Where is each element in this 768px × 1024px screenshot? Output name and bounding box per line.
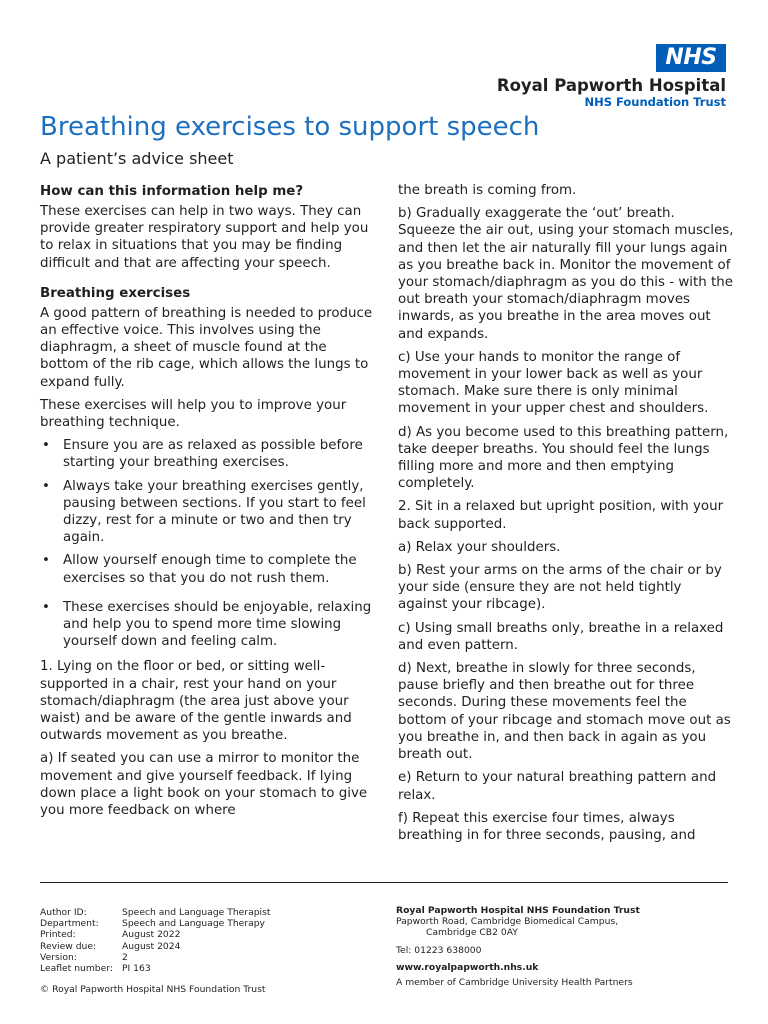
heading-info-help: How can this information help me? xyxy=(40,184,304,199)
paragraph: e) Return to your natural breathing pattern and relax. xyxy=(398,770,717,803)
address-line: Papworth Road, Cambridge Biomedical Campus, xyxy=(396,916,619,928)
meta-value: 2 xyxy=(122,951,128,963)
meta-row xyxy=(40,941,271,952)
leaflet-metadata xyxy=(40,907,271,974)
right-column xyxy=(398,182,734,850)
paragraph: b) Rest your arms on the arms of the chair or by your side (ensure they are not held tightly against your ribcage). xyxy=(398,563,722,613)
org-name: Royal Papworth Hospital xyxy=(496,76,726,95)
bullet-list xyxy=(40,437,376,650)
meta-key: Leaflet number: xyxy=(40,963,113,975)
paragraph: b) Gradually exaggerate the ‘out’ breath. Squeeze the air out, using your stomach muscles, and then let the air naturally fill your lungs again as you breathe back in. Monitor the movement of your stomach/diaphragm as you do this - with the out breath your stomach/diaphragm moves inwards, as you breathe in the area moves out and expands. xyxy=(398,206,734,342)
meta-value: Speech and Language Therapy xyxy=(122,918,265,930)
paragraph: d) Next, breathe in slowly for three seconds, pause briefly and then breathe out for three seconds. During these movements feel the bottom of your ribcage and stomach move out as you breathe in, and then back in again as you breath out. xyxy=(398,661,731,763)
list-item: • Ensure you are as relaxed as possible before starting your breathing exercises. xyxy=(40,437,376,471)
trust-name: Royal Papworth Hospital NHS Foundation Trust xyxy=(396,905,640,916)
telephone: Tel: 01223 638000 xyxy=(396,944,482,956)
paragraph: f) Repeat this exercise four times, always breathing in for three seconds, pausing, and xyxy=(398,810,696,843)
list-item: • Allow yourself enough time to complete the exercises so that you do not rush them. xyxy=(40,552,376,586)
nhs-logo: NHS xyxy=(656,44,726,72)
member-statement: A member of Cambridge University Health Partners xyxy=(396,977,633,988)
paragraph: c) Use your hands to monitor the range of movement in your lower back as well as your stomach. Make sure there is only minimal movement in your upper chest and shoulders. xyxy=(398,349,709,417)
meta-value: PI 163 xyxy=(122,963,151,975)
meta-row xyxy=(40,907,271,918)
paragraph: c) Using small breaths only, breathe in a relaxed and even pattern. xyxy=(398,620,724,653)
paragraph: 1. Lying on the floor or bed, or sitting well-supported in a chair, rest your hand on your stomach/diaphragm (the area just above your waist) and be aware of the gentle inwards and outwards movement as you breathe. xyxy=(40,659,352,744)
meta-row xyxy=(40,952,271,963)
meta-row xyxy=(40,929,271,940)
paragraph: 2. Sit in a relaxed but upright position, with your back supported. xyxy=(398,499,724,532)
heading-breathing-exercises: Breathing exercises xyxy=(40,285,191,301)
meta-row xyxy=(40,918,271,929)
meta-value: August 2024 xyxy=(122,940,181,952)
meta-key: Review due: xyxy=(40,940,97,952)
meta-key: Author ID: xyxy=(40,907,87,918)
meta-row xyxy=(40,963,271,974)
paragraph: A good pattern of breathing is needed to produce an effective voice. This involves using the diaphragm, a sheet of muscle found at the bottom of the rib cage, which allows the lungs to expand fully. xyxy=(40,305,373,390)
paragraph: a) If seated you can use a mirror to monitor the movement and give yourself feedback. If lying down place a light book on your stomach to give you more feedback on where xyxy=(40,751,368,819)
page-title: Breathing exercises to support speech xyxy=(40,112,540,142)
org-trust: NHS Foundation Trust xyxy=(584,95,726,109)
list-item: • These exercises should be enjoyable, relaxing and help you to spend more time slowing yourself down and feeling calm. xyxy=(40,599,376,651)
address-line: Cambridge CB2 0AY xyxy=(426,927,518,939)
meta-key: Printed: xyxy=(40,929,76,941)
footer-divider xyxy=(40,882,728,883)
website-link[interactable]: www.royalpapworth.nhs.uk xyxy=(396,961,539,973)
meta-value: August 2022 xyxy=(122,929,181,941)
meta-key: Version: xyxy=(40,951,77,963)
trust-contact xyxy=(396,905,640,973)
paragraph: d) As you become used to this breathing pattern, take deeper breaths. You should feel the lungs filling more and more and then emptying completely. xyxy=(398,424,729,492)
paragraph: These exercises can help in two ways. They can provide greater respiratory support and help you to relax in situations that you may be finding difficult and that are affecting your speech. xyxy=(40,204,369,271)
copyright-notice: © Royal Papworth Hospital NHS Foundation Trust xyxy=(40,984,266,995)
paragraph: These exercises will help you to improve your breathing technique. xyxy=(40,397,347,431)
paragraph: a) Relax your shoulders. xyxy=(398,539,561,555)
left-column xyxy=(40,182,376,825)
page-subtitle: A patient’s advice sheet xyxy=(40,149,234,168)
list-item: • Always take your breathing exercises gently, pausing between sections. If you start to feel dizzy, rest for a minute or two and then try again. xyxy=(40,478,376,547)
paragraph: the breath is coming from. xyxy=(398,183,577,198)
meta-value: Speech and Language Therapist xyxy=(122,907,271,918)
meta-key: Department: xyxy=(40,918,99,930)
